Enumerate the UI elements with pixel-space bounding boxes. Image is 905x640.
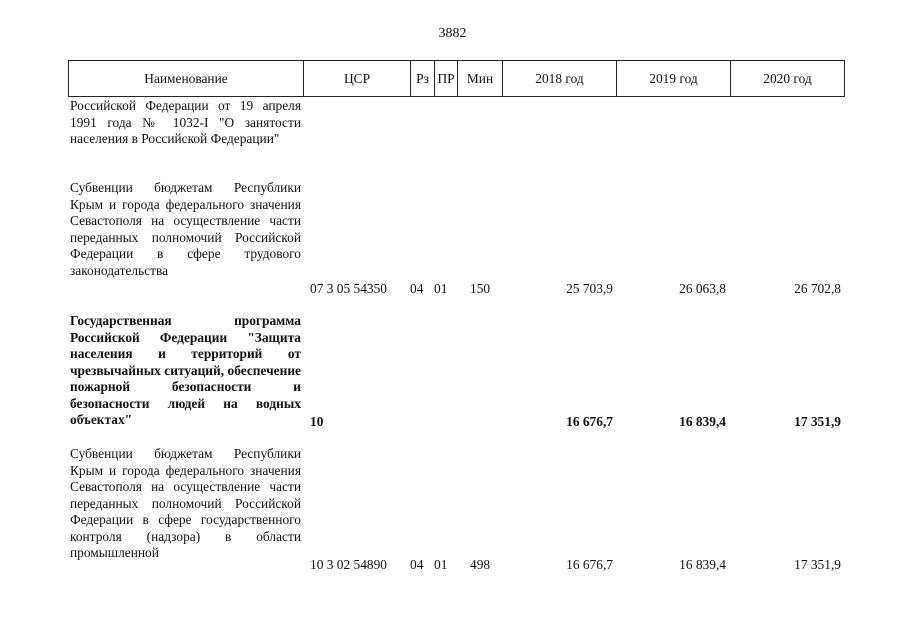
table-header [68,60,845,97]
header-rz: Рз [411,61,435,96]
row-pr: 01 [434,557,448,572]
row-2020: 17 351,9 [794,557,841,572]
row-pr: 01 [434,281,448,296]
row-csr: 10 3 02 54890 [310,557,387,572]
row-name: Субвенции бюджетам Республики Крым и города федерального значения Севастополя на осуществление части переданных полномочий Российской Федерации в сфере трудового законодательства [70,180,301,278]
row-2020: 26 702,8 [794,281,841,296]
row-2018: 16 676,7 [566,414,613,429]
header-pr: ПР [435,61,458,96]
row-csr: 07 3 05 54350 [310,281,387,296]
page-number: 3882 [438,26,467,41]
row-csr: 10 [310,414,324,429]
row-2019: 16 839,4 [679,414,726,429]
row-2018: 16 676,7 [566,557,613,572]
header-csr: ЦСР [304,61,411,96]
row-min: 150 [470,281,491,296]
row-2020: 17 351,9 [794,414,841,429]
header-2018: 2018 год [503,61,617,96]
row-2019: 26 063,8 [679,281,726,296]
row-name: Субвенции бюджетам Республики Крым и города федерального значения Севастополя на осуществление части переданных полномочий Российской Федерации в сфере государственного контроля (надзора) в области промышленной [70,446,301,560]
row-min: 498 [470,557,491,572]
header-min: Мин [458,61,503,96]
row-name: Государственная программа Российской Федерации "Защита населения и территорий от чрезвычайных ситуаций, обеспечение пожарной безопасности и безопасности людей на водных объектах" [70,313,301,427]
header-2019: 2019 год [617,61,731,96]
row-2019: 16 839,4 [679,557,726,572]
header-name: Наименование [69,61,304,96]
row-2018: 25 703,9 [566,281,613,296]
row-rz: 04 [410,557,424,572]
row-rz: 04 [410,281,424,296]
header-2020: 2020 год [763,70,812,86]
row-name: Российской Федерации от 19 апреля 1991 года № 1032-I "О занятости населения в Российской Федерации" [70,98,301,146]
